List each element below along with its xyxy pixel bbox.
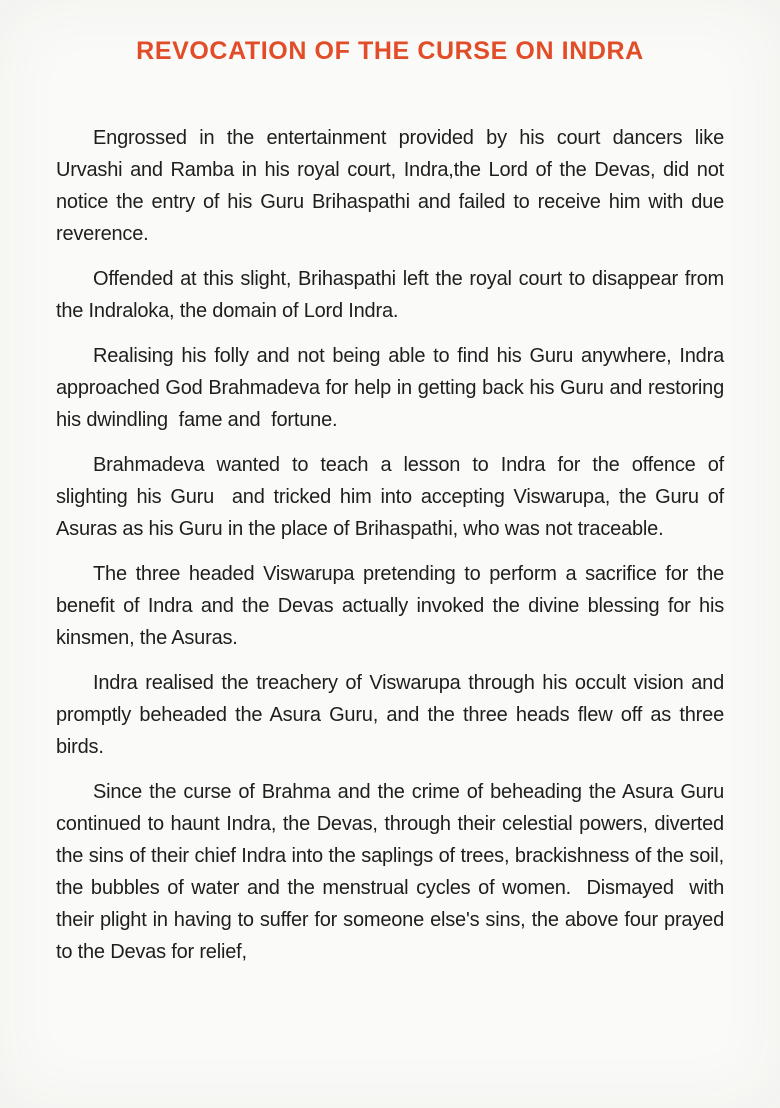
paragraph: Engrossed in the entertainment provided by his court dancers like Urvashi and Ramba in his royal court, Indra,the Lord of the Devas, did not notice the entry of his Guru Brihaspathi and failed to receive him with due reverence. [56, 127, 724, 245]
paragraph: Brahmadeva wanted to teach a lesson to Indra for the offence of slighting his Guru and tricked him into accepting Viswarupa, the Guru of Asuras as his Guru in the place of Brihaspathi, who was not traceable. [56, 454, 724, 540]
paragraph: Offended at this slight, Brihaspathi left the royal court to disappear from the Indraloka, the domain of Lord Indra. [56, 268, 724, 322]
page-body [56, 122, 724, 968]
paragraph: The three headed Viswarupa pretending to perform a sacrifice for the benefit of Indra and the Devas actually invoked the divine blessing for his kinsmen, the Asuras. [56, 563, 724, 649]
page-title: REVOCATION OF THE CURSE ON INDRA [136, 37, 644, 65]
paragraph: Indra realised the treachery of Viswarupa through his occult vision and promptly beheaded the Asura Guru, and the three heads flew off as three birds. [56, 672, 724, 758]
paragraph: Since the curse of Brahma and the crime of beheading the Asura Guru continued to haunt Indra, the Devas, through their celestial powers, diverted the sins of their chief Indra into the saplings of trees, brackishness of the soil, the bubbles of water and the menstrual cycles of women. Dismayed with their plight in having to suffer for someone else's sins, the above four prayed to the Devas for relief, [56, 781, 724, 963]
paragraph: Realising his folly and not being able to find his Guru anywhere, Indra approached God Brahmadeva for help in getting back his Guru and restoring his dwindling fame and fortune. [56, 345, 724, 431]
